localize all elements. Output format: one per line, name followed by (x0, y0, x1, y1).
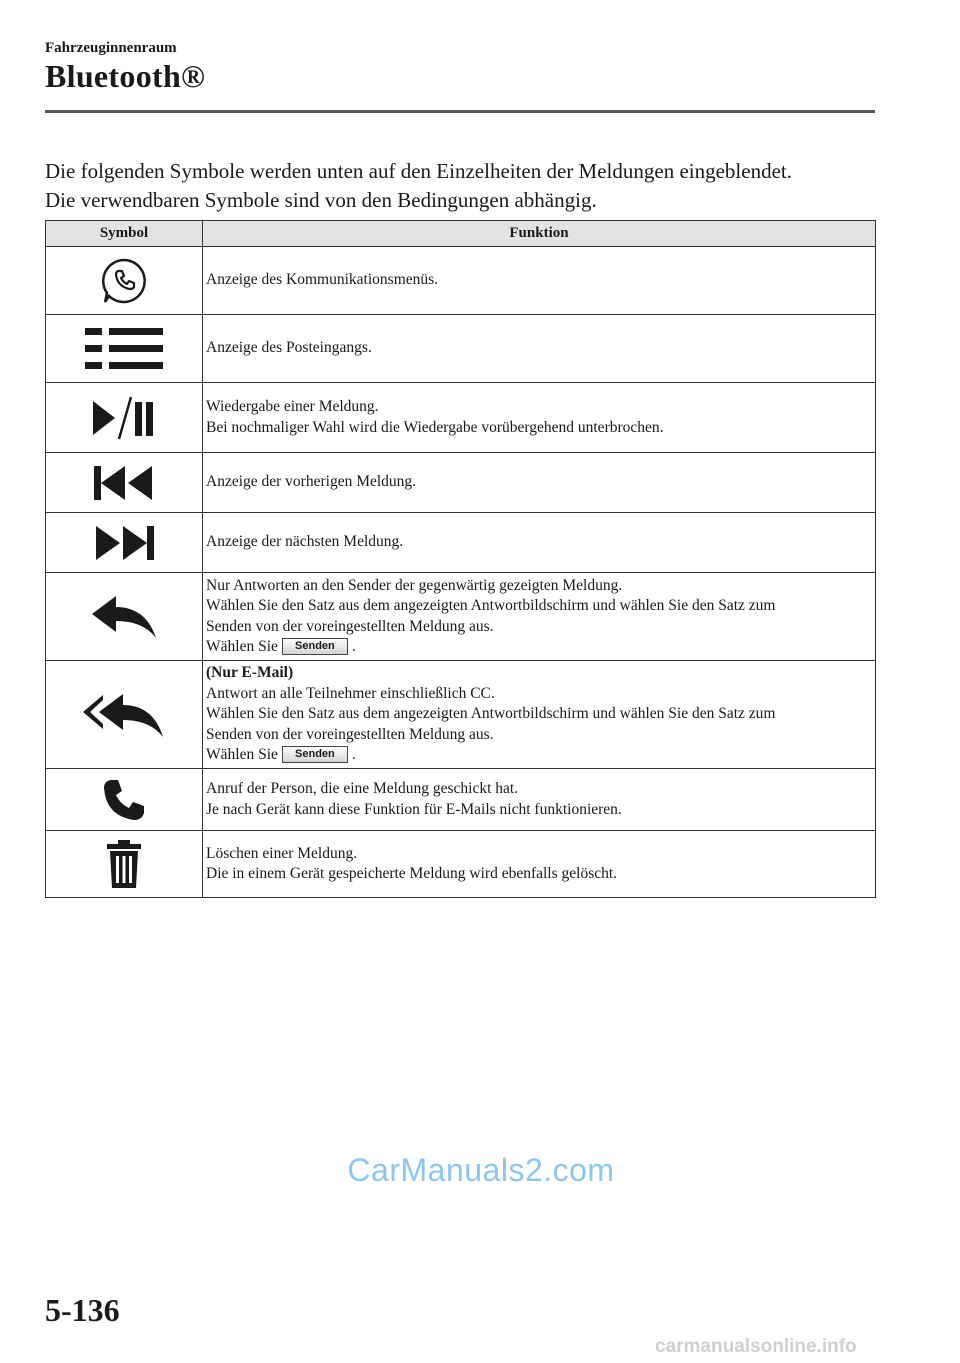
symbol-table (45, 220, 876, 898)
function-text: Wählen Sie den Satz aus dem angezeigten Antwortbildschirm und wählen Sie den Satz zum (206, 705, 776, 723)
function-text: Die in einem Gerät gespeicherte Meldung wird ebenfalls gelöscht. (206, 865, 618, 882)
page-number: 5-136 (45, 1292, 120, 1328)
table-row (46, 769, 876, 831)
table-row (46, 315, 876, 383)
table-row (46, 453, 876, 513)
intro-line: Die folgenden Symbole werden unten auf den Einzelheiten der Meldungen eingeblendet. (45, 159, 792, 183)
header-symbol: Symbol (46, 221, 203, 247)
header-rule (45, 110, 875, 113)
select-suffix: . (351, 746, 356, 764)
function-text: Wählen Sie den Satz aus dem angezeigten Antwortbildschirm und wählen Sie den Satz zum (206, 597, 776, 614)
function-text: Löschen einer Meldung. (206, 844, 358, 862)
intro-line: Die verwendbaren Symbole sind von den Bedingungen abhängig. (45, 188, 597, 212)
previous-icon (46, 463, 202, 503)
table-row (46, 573, 876, 661)
select-prefix: Wählen Sie (206, 746, 278, 764)
senden-button: Senden (282, 638, 348, 655)
function-text: Antwort an alle Teilnehmer einschließlich CC. (206, 684, 495, 702)
table-row (46, 831, 876, 898)
communication-menu-icon (46, 256, 202, 306)
function-text: Wiedergabe einer Meldung. (206, 398, 379, 415)
table-row (46, 661, 876, 769)
section-label: Fahrzeuginnenraum (45, 40, 177, 56)
phone-icon (46, 777, 202, 823)
watermark-text: CarManuals2.com (347, 1152, 615, 1188)
function-text: Anzeige der vorherigen Meldung. (206, 473, 417, 491)
function-text: Senden von der voreingestellten Meldung aus. (206, 725, 494, 743)
function-text: Anzeige des Posteingangs. (206, 339, 372, 357)
inbox-list-icon (46, 326, 202, 372)
trash-icon (46, 838, 202, 890)
chapter-title: Bluetooth® (45, 58, 206, 94)
footer-watermark: carmanualsonline.info (655, 1336, 857, 1357)
function-text: Anruf der Person, die eine Meldung geschickt hat. (206, 780, 519, 797)
reply-all-icon (46, 690, 202, 740)
table-row (46, 247, 876, 315)
table-row (46, 383, 876, 453)
function-text: Anzeige der nächsten Meldung. (206, 533, 404, 551)
function-text: Anzeige des Kommunikationsmenüs. (206, 271, 439, 289)
reply-icon (46, 594, 202, 640)
intro-paragraph (45, 157, 875, 215)
play-pause-icon (46, 394, 202, 442)
next-icon (46, 523, 202, 563)
select-suffix: . (351, 638, 356, 655)
table-row (46, 513, 876, 573)
function-note: (Nur E-Mail) (206, 664, 294, 682)
function-text: Nur Antworten an den Sender der gegenwärtig gezeigten Meldung. (206, 576, 623, 594)
function-text: Bei nochmaliger Wahl wird die Wiedergabe vorübergehend unterbrochen. (206, 418, 664, 436)
function-text: Je nach Gerät kann diese Funktion für E-Mails nicht funktionieren. (206, 800, 622, 818)
function-text: Senden von der voreingestellten Meldung aus. (206, 617, 494, 635)
header-function: Funktion (203, 221, 876, 247)
senden-button: Senden (282, 746, 348, 763)
select-prefix: Wählen Sie (206, 638, 278, 655)
